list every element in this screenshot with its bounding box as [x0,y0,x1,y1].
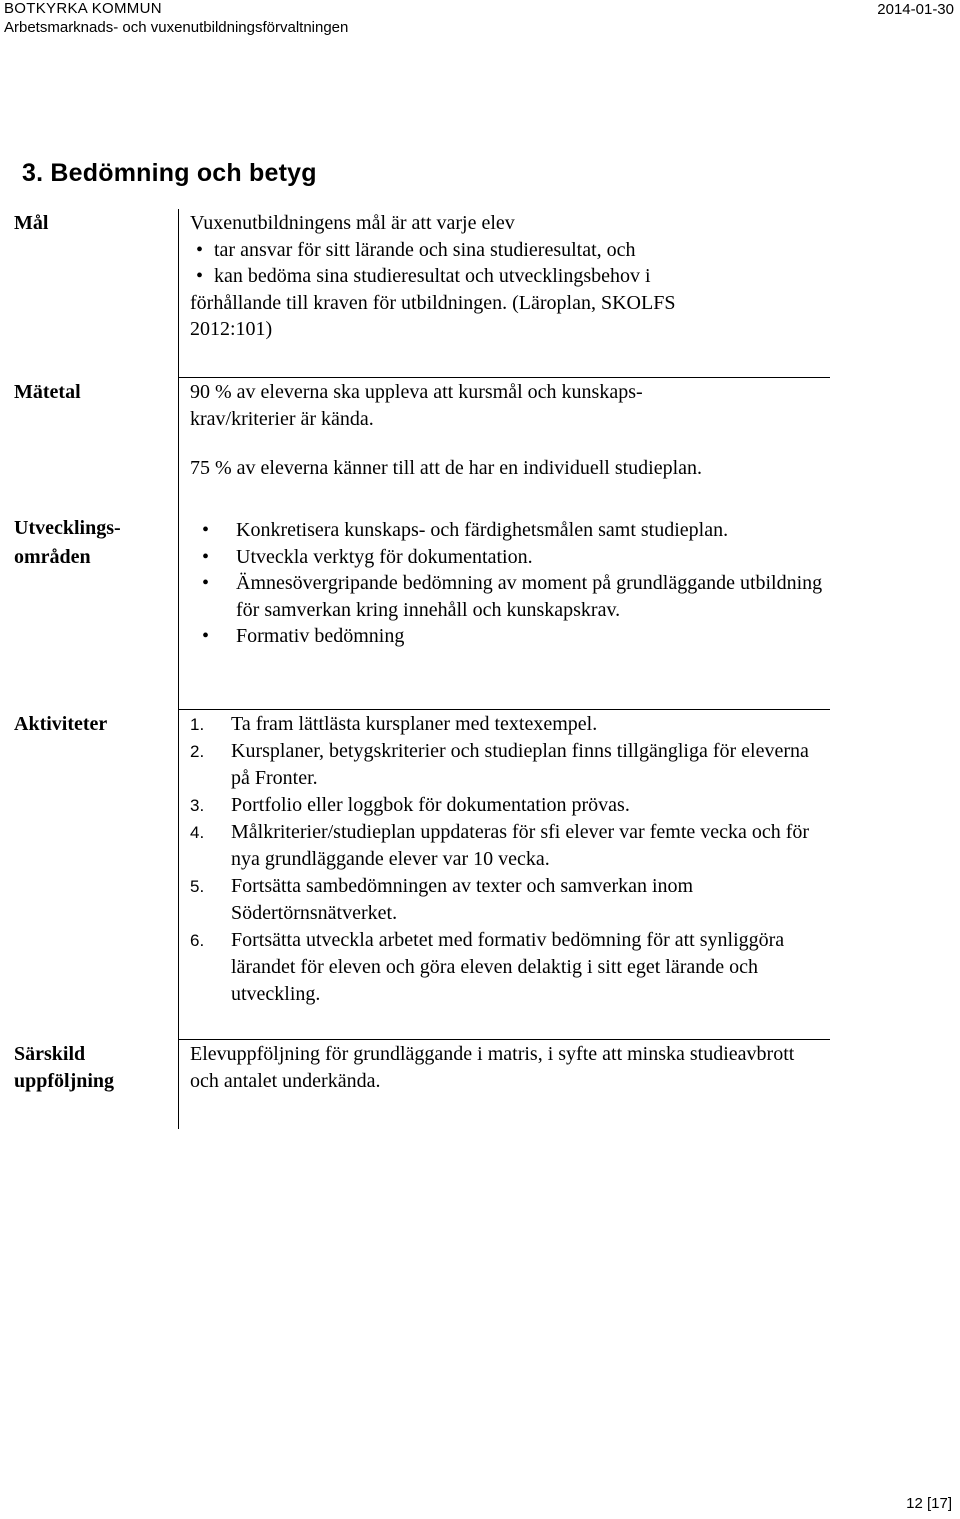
mal-reference: 2012:101) [190,318,273,340]
utvecklingsomraden-content [190,517,830,650]
bullet-icon: • [202,519,210,541]
bullet-icon: • [202,625,210,647]
aktiviteter-label: Aktiviteter [14,713,108,735]
header-date: 2014-01-30 [877,1,954,18]
list-item: • Ämnesövergripande bedömning av moment på grundläggande utbildning för samverkan kring innehåll och kunskapskrav. [202,572,823,621]
bullet-icon: • [202,572,210,594]
rule-matetal [178,377,830,378]
list-item: 4. Målkriterier/studieplan uppdateras för sfi elever var femte vecka och för nya grundläggande elever var 10 vecka. [190,821,810,870]
bullet-icon: • [196,265,204,287]
mal-bullet: • tar ansvar för sitt lärande och sina studieresultat, och [190,237,890,264]
page-number: 12 [17] [906,1495,952,1512]
matetal-p1-line2: krav/kriterier är kända. [190,407,374,430]
list-item: 6. Fortsätta utveckla arbetet med formativ bedömning för att synliggöra lärandet för eleven och göra eleven delaktig i sitt eget lärande och utveckling. [190,929,785,1005]
header-department: Arbetsmarknads- och vuxenutbildningsförvaltningen [4,19,349,36]
matetal-p1-line1: 90 % av eleverna ska uppleva att kursmål och kunskaps- [190,381,643,403]
section-title: 3. Bedömning och betyg [22,159,317,187]
mal-intro: Vuxenutbildningens mål är att varje elev [190,212,515,234]
matetal-content [190,379,890,482]
list-item: 1. Ta fram lättlästa kursplaner med textexempel. [190,713,598,735]
list-item: 2. Kursplaner, betygskriterier och studieplan finns tillgängliga för eleverna på Fronter. [190,740,809,789]
sarskild-text: Elevuppföljning för grundläggande i matris, i syfte att minska studieavbrott och antalet underkända. [190,1043,795,1092]
bullet-icon: • [202,545,210,568]
table-vertical-rule [178,209,179,1129]
list-item: • Formativ bedömning [190,623,830,650]
mal-label: Mål [14,212,49,234]
rule-aktiviteter [178,709,830,710]
list-item: 5. Fortsätta sambedömningen av texter och samverkan inom Södertörnsnätverket. [190,875,694,924]
header-organization: BOTKYRKA KOMMUN [4,0,162,17]
mal-continuation: förhållande till kraven för utbildningen. (Läroplan, SKOLFS [190,291,676,314]
mal-content [190,210,890,343]
sarskild-label: Särskild uppföljning [14,1043,115,1092]
aktiviteter-content [190,711,810,1008]
matetal-p2: 75 % av eleverna känner till att de har en individuell studieplan. [190,457,703,479]
matetal-label: Mätetal [14,381,81,403]
list-item: • Utveckla verktyg för dokumentation. [190,544,830,571]
list-item: 3. Portfolio eller loggbok för dokumentation prövas. [190,794,630,816]
bullet-icon: • [196,238,204,261]
mal-bullet: • kan bedöma sina studieresultat och utvecklingsbehov i [190,263,890,290]
list-item: • Konkretisera kunskaps- och färdighetsmålen samt studieplan. [190,517,830,544]
rule-sarskild [178,1039,830,1040]
utvecklingsomraden-label: Utvecklings- områden [14,517,121,568]
